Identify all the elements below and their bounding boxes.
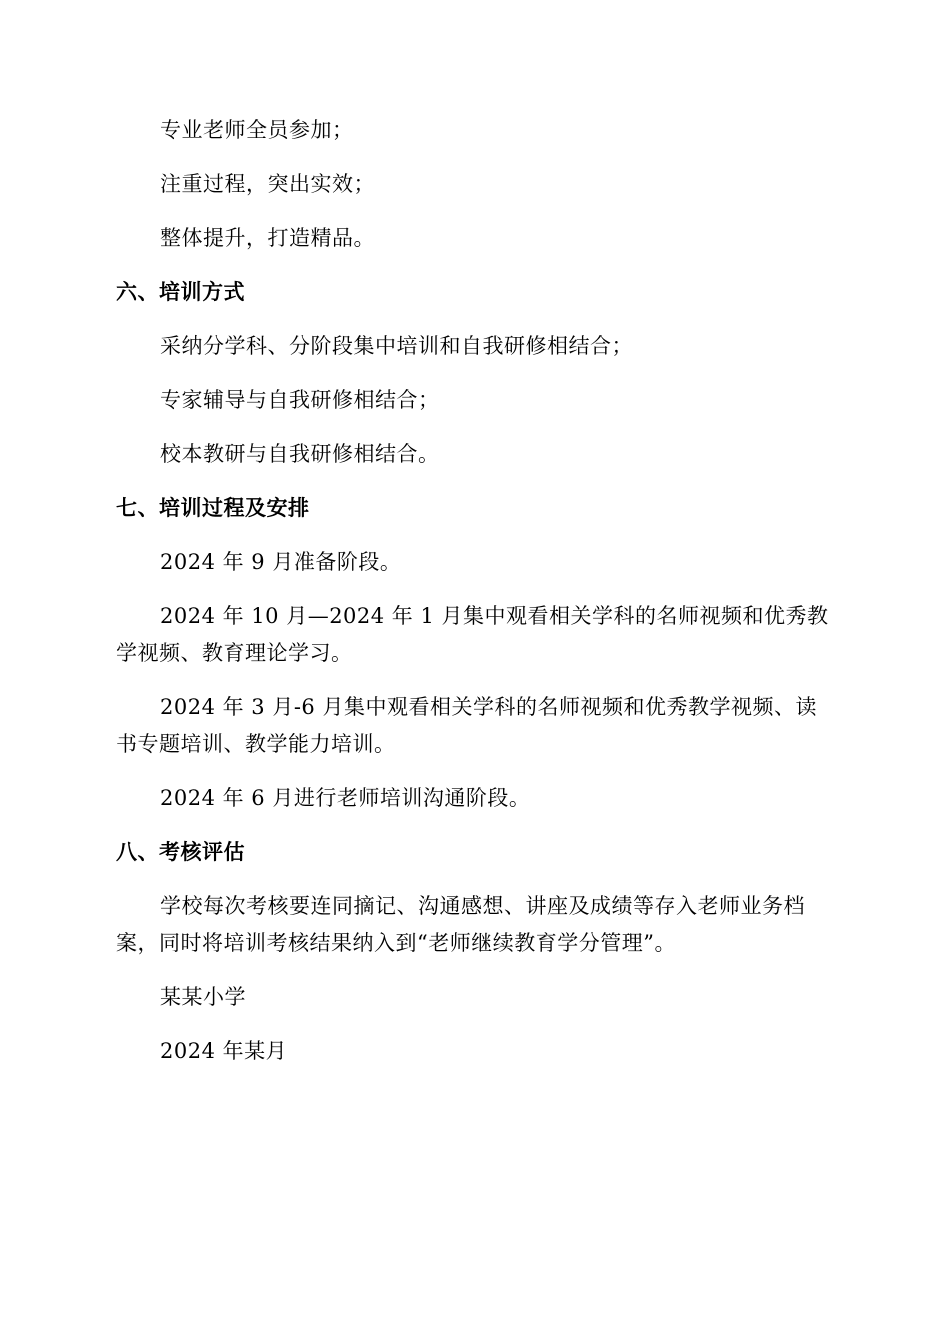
principle-line-3: 整体提升，打造精品。 xyxy=(160,226,375,250)
section-6-heading: 六、培训方式 xyxy=(116,280,245,304)
schedule-item-2: 2024 年 10 月—2024 年 1 月集中观看相关学科的名师视频和优秀教学视频、教育理论学习。 xyxy=(116,604,829,665)
document-body xyxy=(116,112,834,1087)
schedule-item-1: 2024 年 9 月准备阶段。 xyxy=(160,550,402,574)
principle-line-2: 注重过程，突出实效； xyxy=(160,172,375,196)
schedule-item-3: 2024 年 3 月-6 月集中观看相关学科的名师视频和优秀教学视频、读书专题培训、教学能力培训。 xyxy=(116,695,817,756)
section-7-heading: 七、培训过程及安排 xyxy=(116,496,310,520)
method-line-2: 专家辅导与自我研修相结合； xyxy=(160,388,440,412)
method-line-1: 采纳分学科、分阶段集中培训和自我研修相结合； xyxy=(160,334,633,358)
section-8-heading: 八、考核评估 xyxy=(116,840,245,864)
schedule-item-4: 2024 年 6 月进行老师培训沟通阶段。 xyxy=(160,786,531,810)
assessment-paragraph: 学校每次考核要连同摘记、沟通感想、讲座及成绩等存入老师业务档案，同时将培训考核结果纳入到“老师继续教育学分管理”。 xyxy=(116,894,805,955)
signature-date: 2024 年某月 xyxy=(160,1039,288,1063)
method-line-3: 校本教研与自我研修相结合。 xyxy=(160,442,440,466)
principle-line-1: 专业老师全员参加； xyxy=(160,118,354,142)
signature-school: 某某小学 xyxy=(160,985,246,1009)
